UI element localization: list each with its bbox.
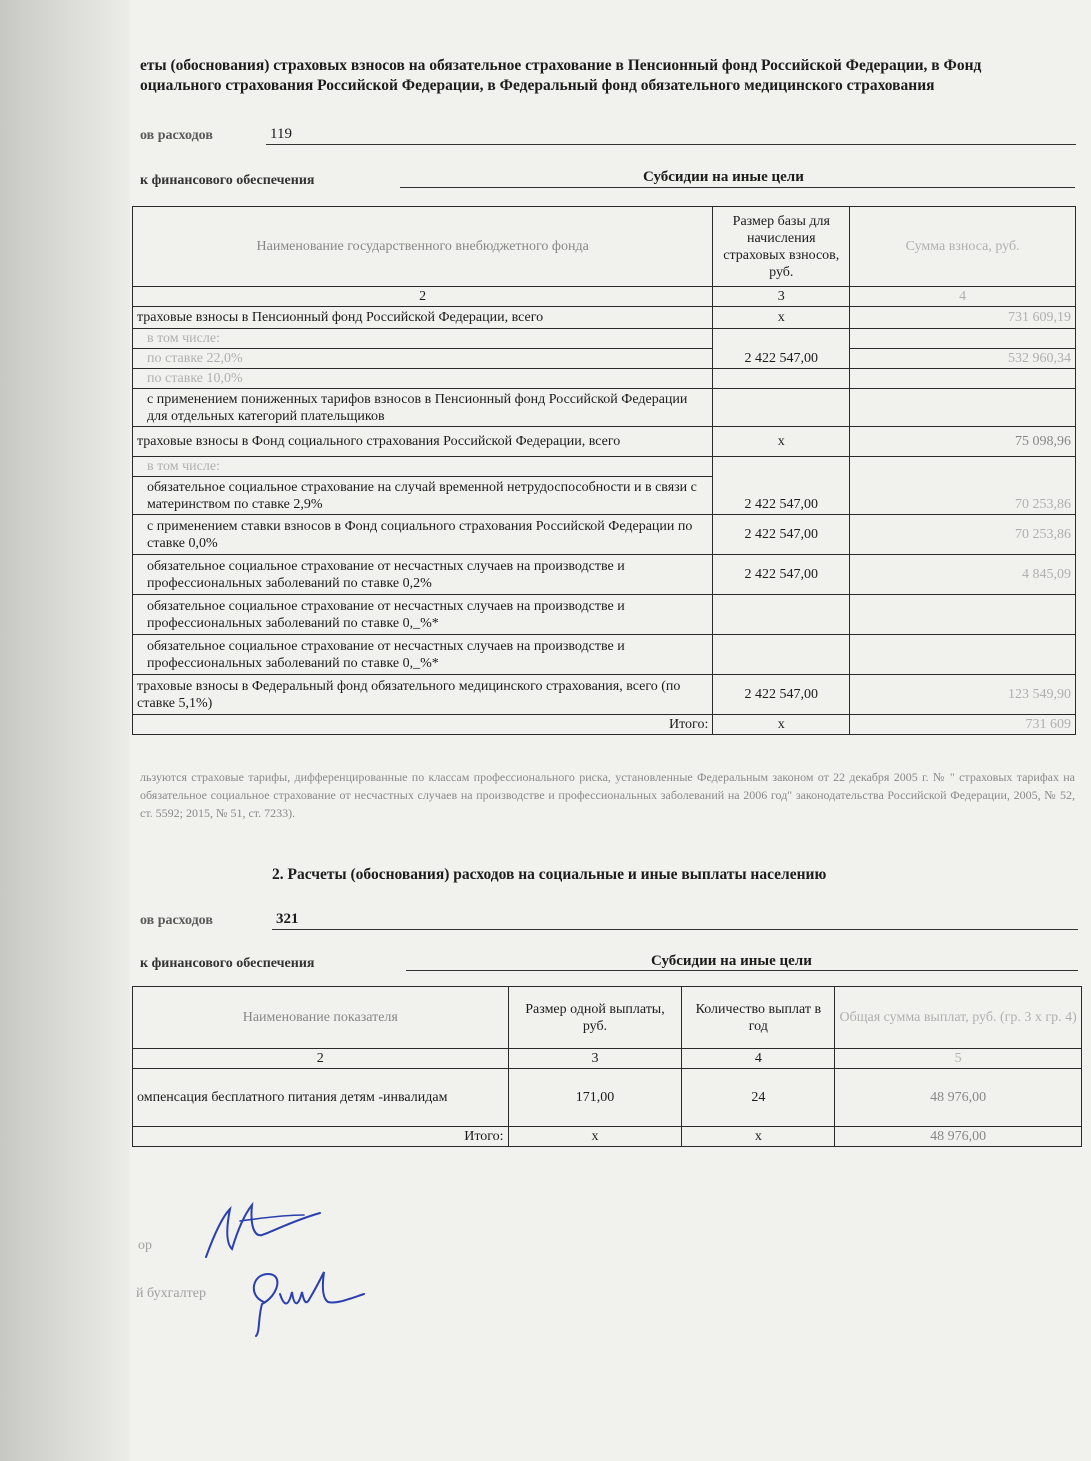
table-row [133, 555, 1076, 595]
table-row [133, 675, 1076, 715]
row-base: x [713, 427, 850, 457]
total-base: x [713, 715, 850, 735]
row-base: 2 422 547,00 [713, 555, 850, 595]
row-sum: 70 253,86 [850, 515, 1076, 555]
table-row [133, 427, 1076, 457]
col-header-count: Количество выплат в год [682, 987, 835, 1049]
row-name: по ставке 22,0% [133, 349, 713, 369]
row-sum: 48 976,00 [835, 1069, 1082, 1127]
row-sum: 123 549,90 [850, 675, 1076, 715]
row-count: 24 [682, 1069, 835, 1127]
col-number: 3 [713, 287, 850, 307]
row-name: по ставке 10,0% [133, 369, 713, 389]
expense-type-label: ов расходов [140, 128, 213, 143]
row-name: траховые взносы в Фонд социального страхования Российской Федерации, всего [133, 427, 713, 457]
expense-code: 119 [270, 126, 292, 142]
director-signature [196, 1195, 336, 1265]
table-row [133, 307, 1076, 329]
footnote: льзуются страховые тарифы, дифференцированные по классам профессионального риска, установленные Федеральным законом от 22 декабря 2005 г. № " страховых тарифах на обязательное социальное страхование от несчастных случаев на производстве и профессиональных заболеваний на 2006 год" законодательства Российской Федерации, 2005, № 52, ст. 5592; 2015, № 51, ст. 7233). [140, 770, 1075, 820]
expense-code-line [266, 144, 1076, 145]
col-number: 4 [682, 1049, 835, 1069]
section2-title: 2. Расчеты (обоснования) расходов на социальные и иные выплаты населению [272, 866, 827, 883]
expense-type-label-2: ов расходов [140, 913, 213, 928]
row-sum [850, 635, 1076, 675]
scan-binding-shadow [0, 0, 130, 1461]
row-base [713, 389, 850, 427]
funding-source-line [400, 187, 1075, 188]
total-sum: 731 609 [850, 715, 1076, 735]
table-row [133, 457, 1076, 477]
row-name: траховые взносы в Пенсионный фонд Российской Федерации, всего [133, 307, 713, 329]
table-total-row [133, 1127, 1082, 1147]
table-row [133, 329, 1076, 349]
row-base: 2 422 547,00 [713, 329, 850, 369]
title-line-1: еты (обоснования) страховых взносов на обязательное страхование в Пенсионный фонд Российской Федерации, в Фонд [140, 57, 982, 74]
total-label: Итого: [133, 715, 713, 735]
table-row [133, 349, 1076, 369]
table-row [133, 515, 1076, 555]
row-sum: 731 609,19 [850, 307, 1076, 329]
row-base: 2 422 547,00 [713, 675, 850, 715]
col-number: 5 [835, 1049, 1082, 1069]
total-payment: x [508, 1127, 682, 1147]
accountant-label: й бухгалтер [136, 1286, 206, 1301]
funding-source-value-2: Субсидии на иные цели [651, 953, 812, 969]
row-name: с применением пониженных тарифов взносов в Пенсионный фонд Российской Федерации для отдельных категорий плательщиков [133, 389, 713, 427]
row-sum: 532 960,34 [850, 349, 1076, 369]
title-line-2: оциального страхования Российской Федерации, в Федеральный фонд обязательного медицинского страхования [140, 77, 935, 94]
row-sum [850, 329, 1076, 349]
col-header-payment: Размер одной выплаты, руб. [508, 987, 682, 1049]
row-sum: 75 098,96 [850, 427, 1076, 457]
row-name: обязательное социальное страхование на случай временной нетрудоспособности и в связи с материнством по ставке 2,9% [133, 477, 713, 515]
accountant-signature [244, 1262, 374, 1342]
table-total-row [133, 715, 1076, 735]
funding-source-line-2 [406, 970, 1078, 971]
row-base [713, 369, 850, 389]
row-name: обязательное социальное страхование от несчастных случаев на производстве и профессиональных заболеваний по ставке 0,_%* [133, 635, 713, 675]
insurance-contributions-table [132, 206, 1076, 735]
expense-code-line-2 [272, 929, 1078, 930]
table-row [133, 595, 1076, 635]
col-number: 3 [508, 1049, 682, 1069]
row-name: омпенсация бесплатного питания детям -инвалидам [133, 1069, 509, 1127]
expense-code-2: 321 [276, 911, 299, 927]
row-base: 2 422 547,00 [713, 515, 850, 555]
col-header-total: Общая сумма выплат, руб. (гр. 3 х гр. 4) [835, 987, 1082, 1049]
row-name: в том числе: [133, 457, 713, 477]
funding-source-label-2: к финансового обеспечения [140, 956, 315, 971]
col-header-base: Размер базы для начисления страховых взносов, руб. [713, 207, 850, 287]
table-row [133, 635, 1076, 675]
col-header-indicator: Наименование показателя [133, 987, 509, 1049]
total-label: Итого: [133, 1127, 509, 1147]
row-payment: 171,00 [508, 1069, 682, 1127]
social-payments-table [132, 986, 1082, 1147]
row-sum [850, 389, 1076, 427]
col-header-fund: Наименование государственного внебюджетного фонда [133, 207, 713, 287]
row-sum [850, 369, 1076, 389]
row-name: обязательное социальное страхование от несчастных случаев на производстве и профессиональных заболеваний по ставке 0,_%* [133, 595, 713, 635]
row-name: в том числе: [133, 329, 713, 349]
table-row [133, 369, 1076, 389]
row-sum: 4 845,09 [850, 555, 1076, 595]
row-base [713, 595, 850, 635]
funding-source-value: Субсидии на иные цели [643, 169, 804, 185]
section1-title [140, 56, 981, 96]
row-base: x [713, 307, 850, 329]
col-header-sum: Сумма взноса, руб. [850, 207, 1076, 287]
table-row [133, 1069, 1082, 1127]
total-count: x [682, 1127, 835, 1147]
row-sum [850, 595, 1076, 635]
col-number: 2 [133, 1049, 509, 1069]
row-sum: 70 253,86 [850, 457, 1076, 515]
row-base: 2 422 547,00 [713, 457, 850, 515]
col-number: 4 [850, 287, 1076, 307]
director-label: ор [138, 1238, 152, 1253]
total-sum: 48 976,00 [835, 1127, 1082, 1147]
row-name: траховые взносы в Федеральный фонд обязательного медицинского страхования, всего (по ставке 5,1%) [133, 675, 713, 715]
table-row [133, 389, 1076, 427]
col-number: 2 [133, 287, 713, 307]
row-name: с применением ставки взносов в Фонд социального страхования Российской Федерации по ставке 0,0% [133, 515, 713, 555]
row-base [713, 635, 850, 675]
funding-source-label: к финансового обеспечения [140, 173, 315, 188]
row-name: обязательное социальное страхование от несчастных случаев на производстве и профессиональных заболеваний по ставке 0,2% [133, 555, 713, 595]
